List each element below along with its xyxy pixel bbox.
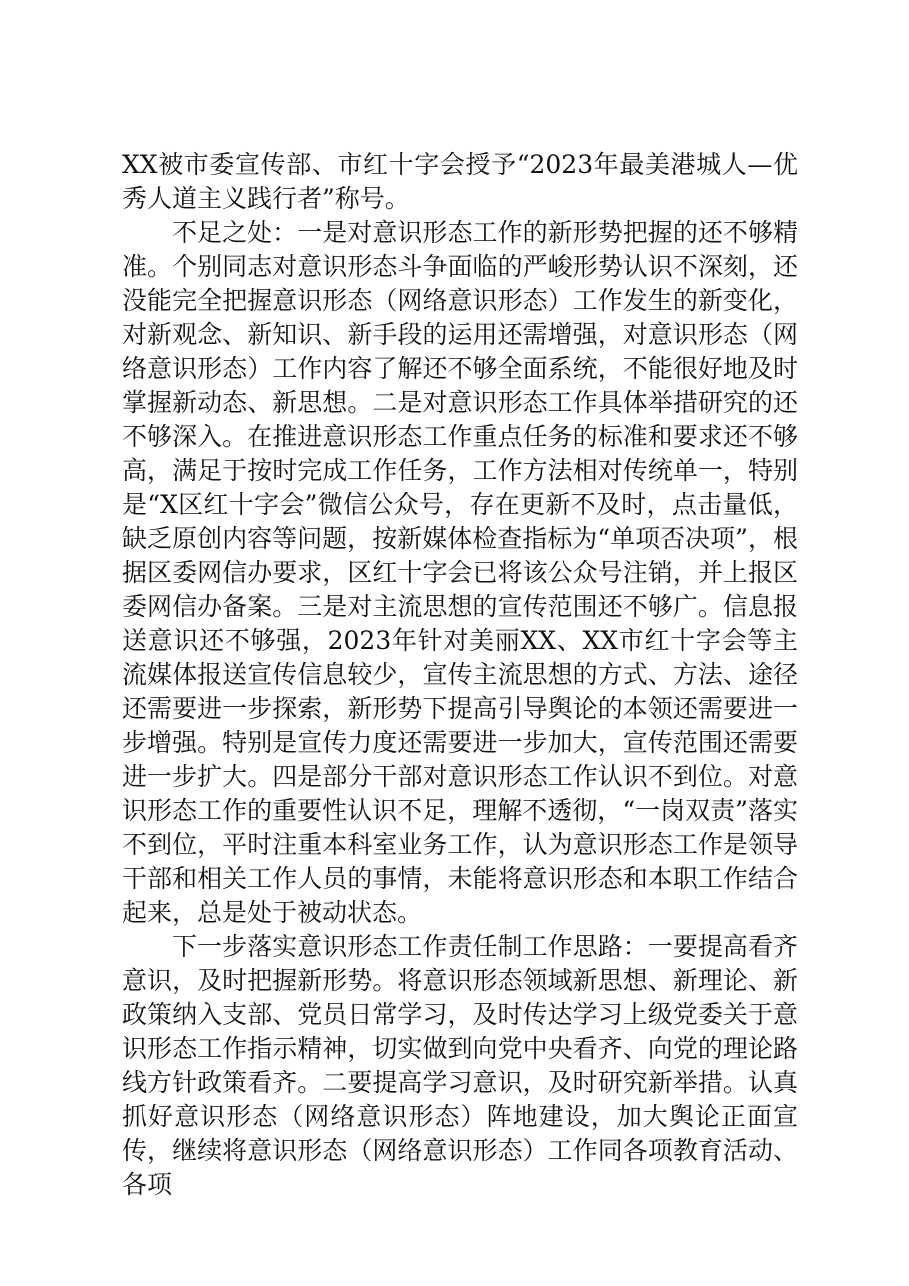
paragraph-next-steps: 下一步落实意识形态工作责任制工作思路：一要提高看齐意识，及时把握新形势。将意识形态领域新思想、新理论、新政策纳入支部、党员日常学习，及时传达学习上级党委关于意识形态工作指示精神，切实做到向党中央看齐、向党的理论路线方针政策看齐。二要提高学习意识，及时研究新举措。认真抓好意识形态（网络意识形态）阵地建设，加大舆论正面宣传，继续将意识形态（网络意识形态）工作同各项教育活动、各项 [122,932,798,1199]
document-body [122,148,798,1202]
paragraph-shortcomings: 不足之处：一是对意识形态工作的新形势把握的还不够精准。个别同志对意识形态斗争面临的严峻形势认识不深刻，还没能完全把握意识形态（网络意识形态）工作发生的新变化，对新观念、新知识、新手段的运用还需增强，对意识形态（网络意识形态）工作内容了解还不够全面系统，不能很好地及时掌握新动态、新思想。二是对意识形态工作具体举措研究的还不够深入。在推进意识形态工作重点任务的标准和要求还不够高，满足于按时完成工作任务，工作方法相对传统单一，特别是“X区红十字会”微信公众号，存在更新不及时，点击量低，缺乏原创内容等问题，按新媒体检查指标为“单项否决项”，根据区委网信办要求，区红十字会已将该公众号注销，并上报区委网信办备案。三是对主流思想的宣传范围还不够广。信息报送意识还不够强，2023年针对美丽XX、XX市红十字会等主流媒体报送宣传信息较少，宣传主流思想的方式、方法、途径还需要进一步探索，新形势下提高引导舆论的本领还需要进一步增强。特别是宣传力度还需要进一步加大，宣传范围还需要进一步扩大。四是部分干部对意识形态工作认识不到位。对意识形态工作的重要性认识不足，理解不透彻，“一岗双责”落实不到位，平时注重本科室业务工作，认为意识形态工作是领导干部和相关工作人员的事情，未能将意识形态和本职工作结合起来，总是处于被动状态。 [122,218,798,927]
paragraph-continuation: XX被市委宣传部、市红十字会授予“2023年最美港城人—优秀人道主义践行者”称号。 [122,150,798,213]
